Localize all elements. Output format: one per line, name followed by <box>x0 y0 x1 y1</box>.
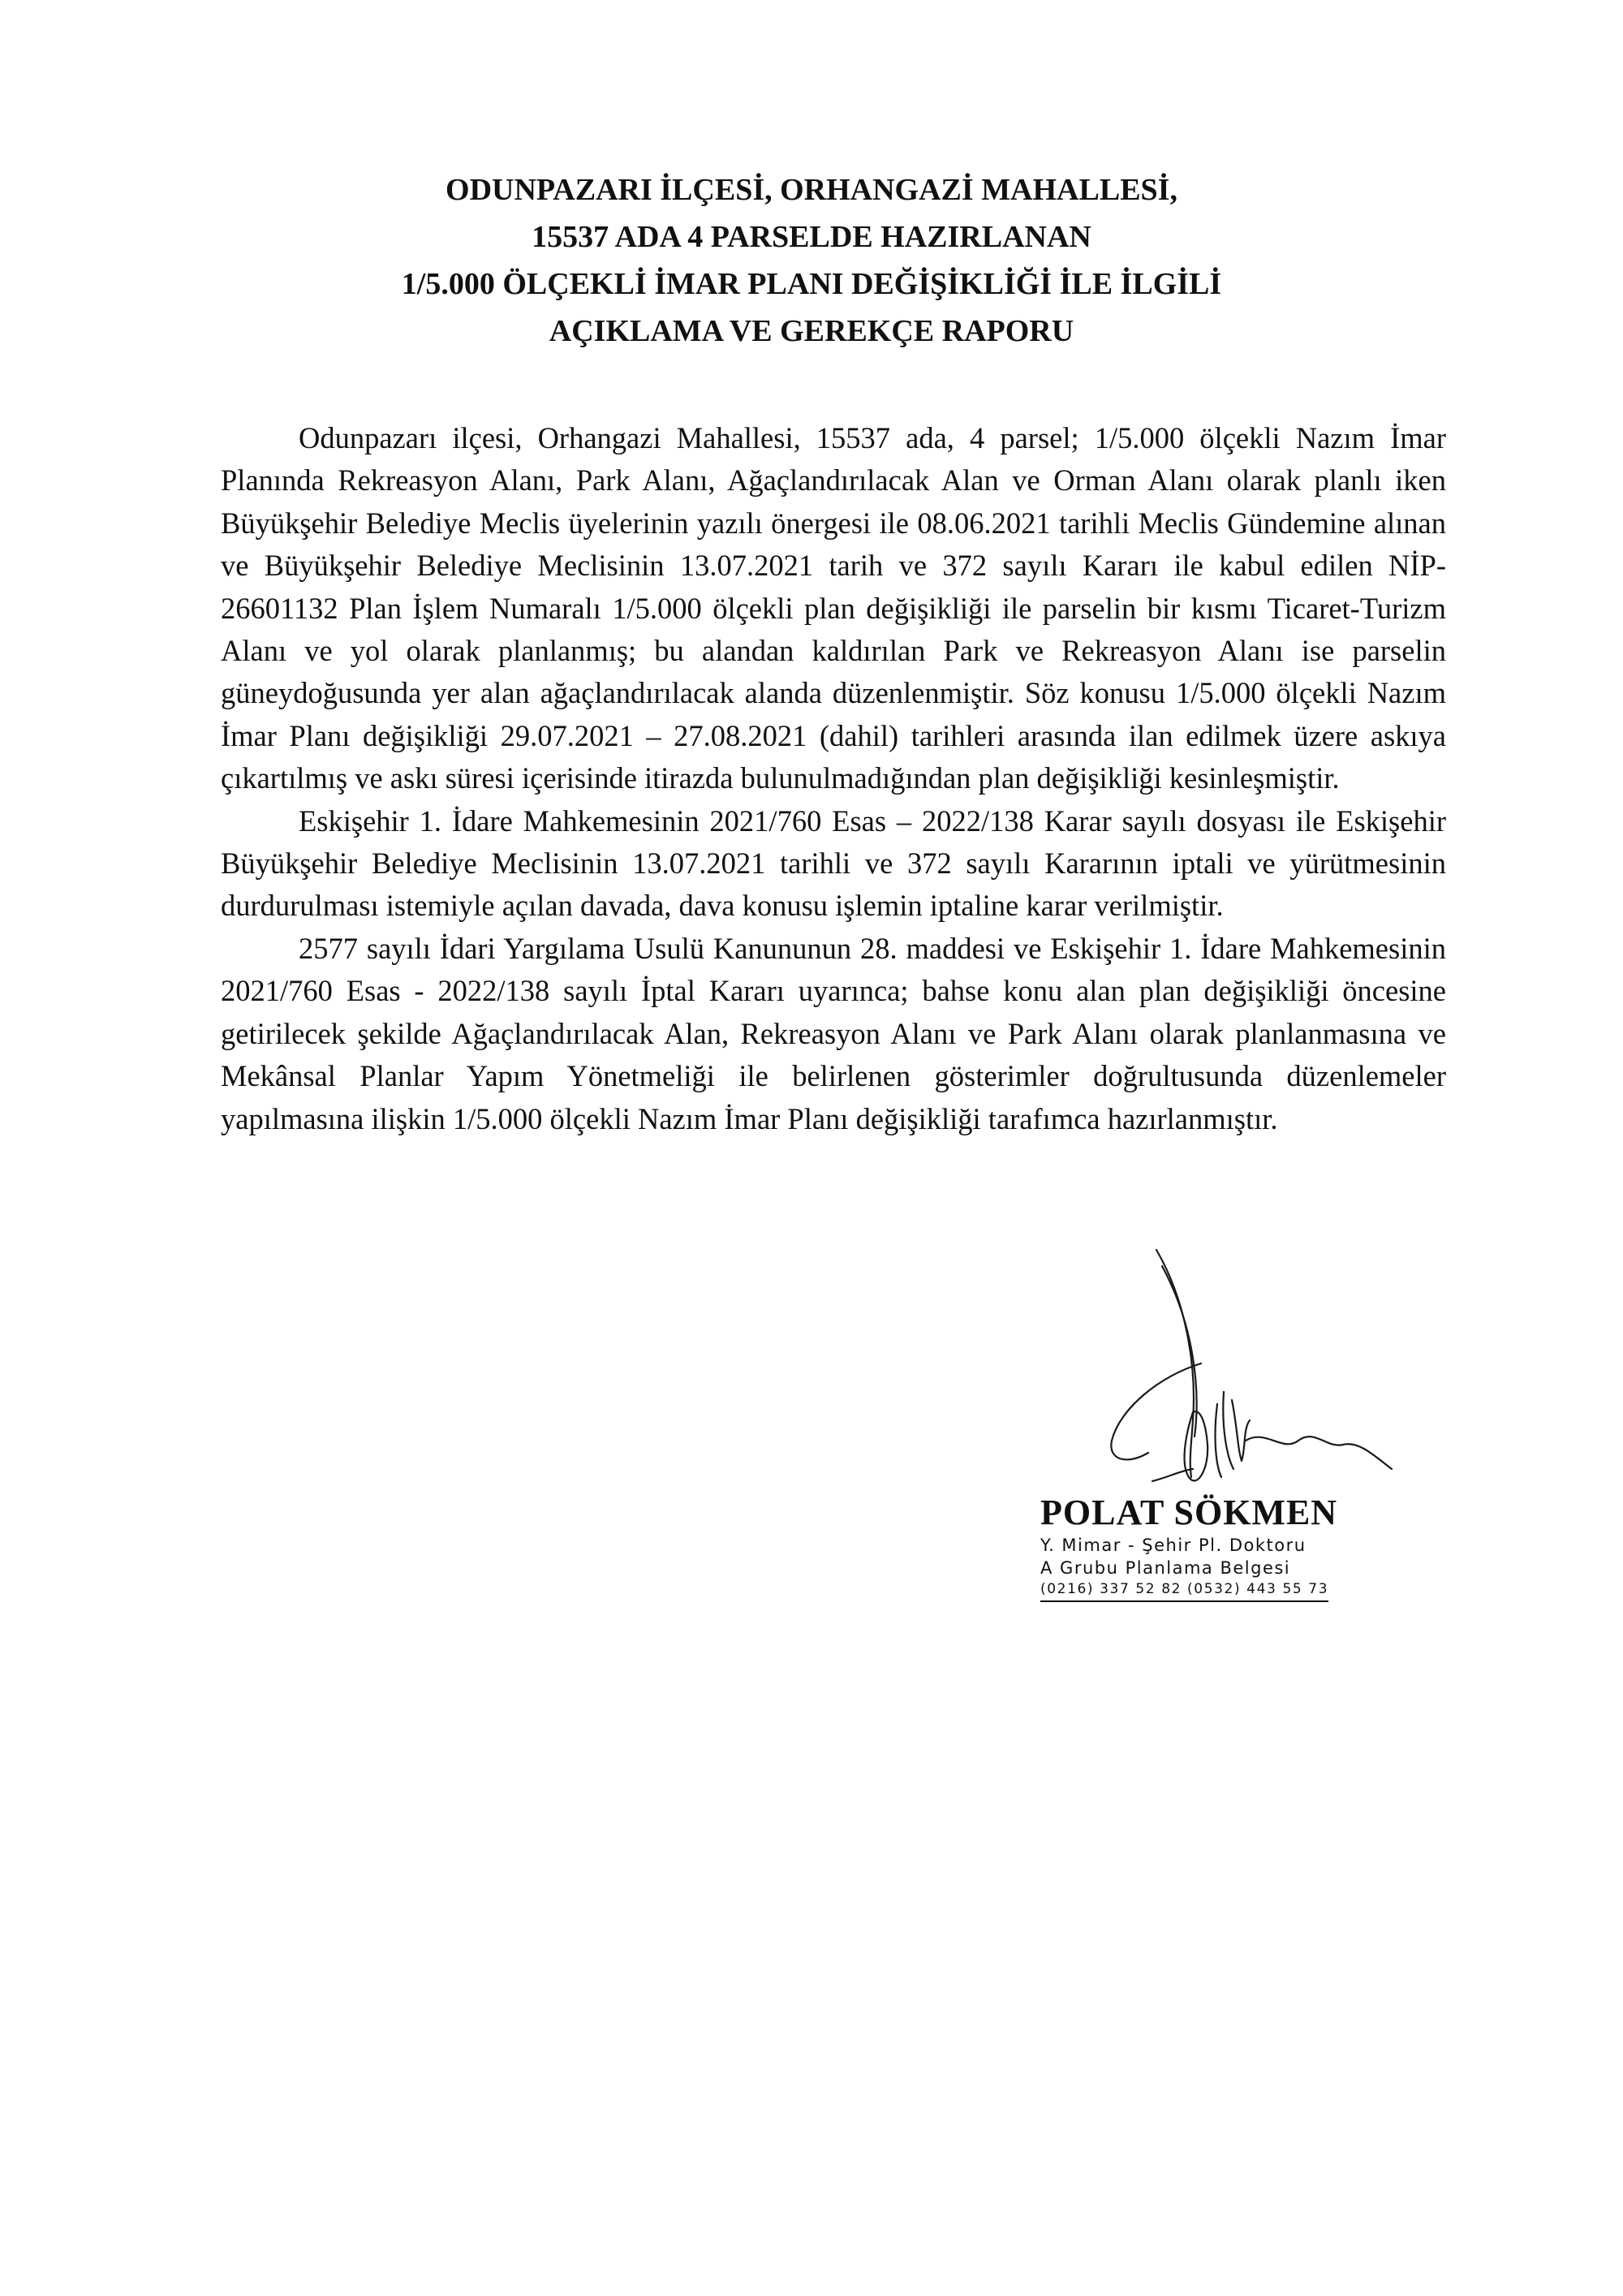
title-line-2: 15537 ADA 4 PARSELDE HAZIRLANAN <box>532 220 1091 254</box>
document-body <box>221 417 1446 1140</box>
stamp-phones: (0216) 337 52 82 (0532) 443 55 73 <box>1040 1579 1328 1602</box>
document-title <box>243 166 1380 355</box>
title-line-4: AÇIKLAMA VE GEREKÇE RAPORU <box>549 314 1074 348</box>
signature-stamp <box>1040 1492 1365 1602</box>
paragraph-1: Odunpazarı ilçesi, Orhangazi Mahallesi, 15537 ada, 4 parsel; 1/5.000 ölçekli Nazım İmar Planında Rekreasyon Alanı, Park Alanı, Ağaçlandırılacak Alan ve Orman Alanı olarak planlı iken Büyükşehir Belediye Meclis üyelerinin yazılı önergesi ile 08.06.2021 tarihli Meclis Gündemine alınan ve Büyükşehir Belediye Meclisinin 13.07.2021 tarih ve 372 sayılı Kararı ile kabul edilen NİP-26601132 Plan İşlem Numaralı 1/5.000 ölçekli plan değişikliği ile parselin bir kısmı Ticaret-Turizm Alanı ve yol olarak planlanmış; bu alandan kaldırılan Park ve Rekreasyon Alanı ise parselin güneydoğusunda yer alan ağaçlandırılacak alanda düzenlenmiştir. Söz konusu 1/5.000 ölçekli Nazım İmar Planı değişikliği 29.07.2021 – 27.08.2021 (dahil) tarihleri arasında ilan edilmek üzere askıya çıkartılmış ve askı süresi içerisinde itirazda bulunulmadığından plan değişikliği kesinleşmiştir. <box>221 421 1446 795</box>
title-line-1: ODUNPAZARI İLÇESİ, ORHANGAZİ MAHALLESİ, <box>446 173 1177 207</box>
stamp-title: Y. Mimar - Şehir Pl. Doktoru <box>1040 1536 1307 1555</box>
stamp-name: POLAT SÖKMEN <box>1040 1493 1338 1532</box>
title-line-3: 1/5.000 ÖLÇEKLİ İMAR PLANI DEĞİŞİKLİĞİ İLE İLGİLİ <box>401 267 1222 301</box>
paragraph-2: Eskişehir 1. İdare Mahkemesinin 2021/760 Esas – 2022/138 Karar sayılı dosyası ile Eskişehir Büyükşehir Belediye Meclisinin 13.07.2021 tarihli ve 372 sayılı Kararının iptali ve yürütmesinin durdurulması istemiyle açılan davada, dava konusu işlemin iptaline karar verilmiştir. <box>221 803 1446 923</box>
paragraph-3: 2577 sayılı İdari Yargılama Usulü Kanununun 28. maddesi ve Eskişehir 1. İdare Mahkemesinin 2021/760 Esas - 2022/138 sayılı İptal Kararı uyarınca; bahse konu alan plan değişikliği öncesine getirilecek şekilde Ağaçlandırılacak Alan, Rekreasyon Alanı ve Park Alanı olarak planlanmasına ve Mekânsal Planlar Yapım Yönetmeliği ile belirlenen gösterimler doğrultusunda düzenlemeler yapılmasına ilişkin 1/5.000 ölçekli Nazım İmar Planı değişikliği tarafımca hazırlanmıştır. <box>221 931 1446 1135</box>
stamp-certificate: A Grubu Planlama Belgesi <box>1040 1558 1291 1578</box>
